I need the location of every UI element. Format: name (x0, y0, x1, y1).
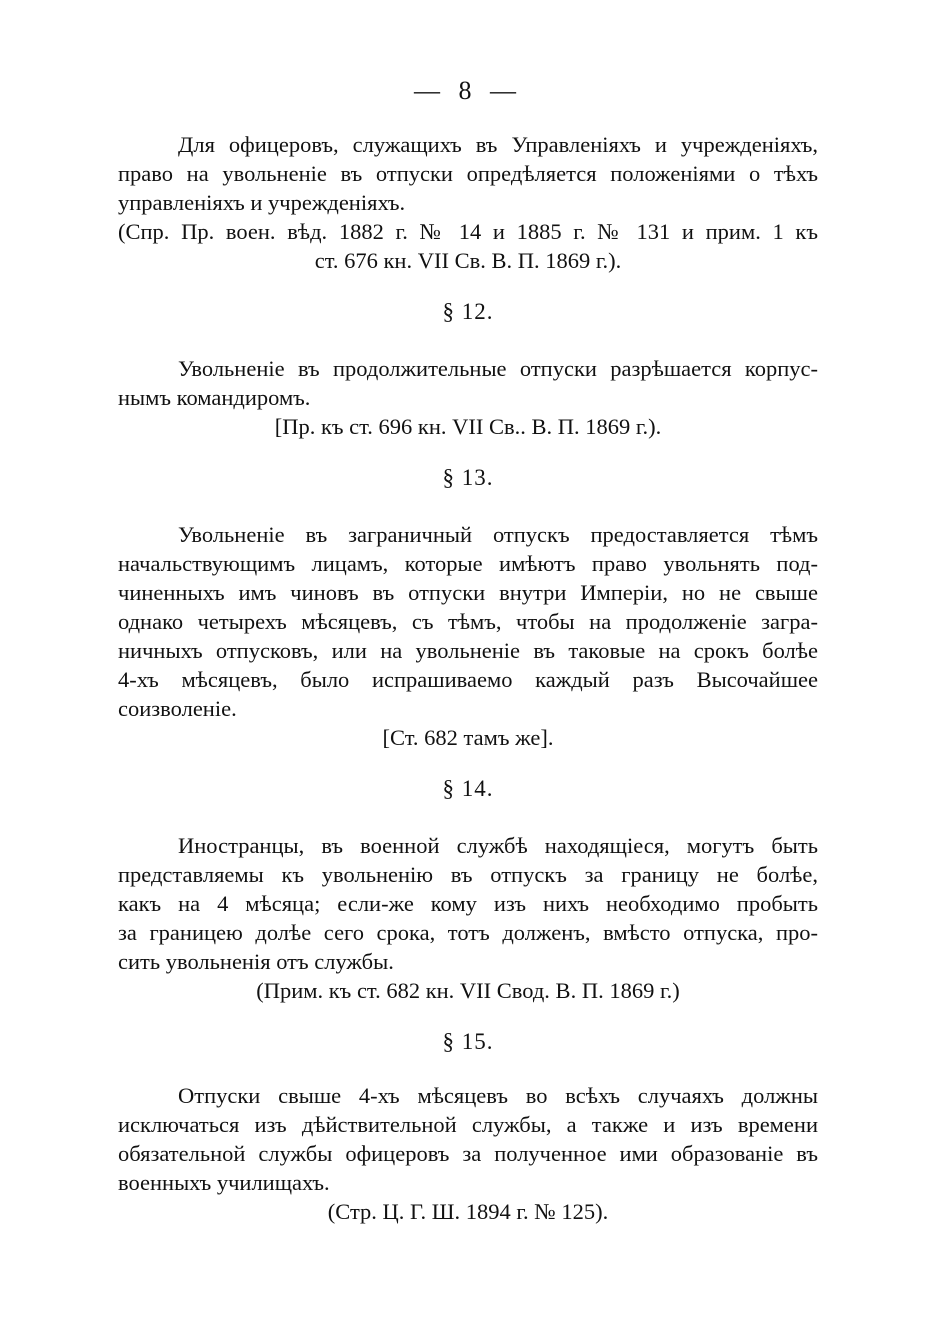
section-heading-12: § 12. (442, 299, 494, 324)
section-14-line: сить увольненія отъ службы. (118, 949, 394, 974)
section-13-line: соизволеніе. (118, 696, 237, 721)
page-number: — 8 — (414, 76, 522, 105)
section-12-line: нымъ командиромъ. (118, 385, 311, 410)
intro-citation: (Спр. Пр. воен. вѣд. 1882 г. № 14 и 1885 г. № 131 и прим. 1 къ (118, 219, 818, 244)
section-13-line: начальствующимъ лицамъ, которые имѣютъ право увольнять под- (118, 551, 818, 576)
section-12-citation: [Пр. къ ст. 696 кн. VII Св.. В. П. 1869 г.). (274, 414, 662, 439)
intro-line: Для офицеровъ, служащихъ въ Управленіяхъ и учрежденіяхъ, (178, 132, 818, 157)
intro-citation: ст. 676 кн. VII Св. В. П. 1869 г.). (314, 248, 622, 273)
section-15-citation: (Стр. Ц. Г. Ш. 1894 г. № 125). (327, 1199, 609, 1224)
section-13-line: однако четырехъ мѣсяцевъ, съ тѣмъ, чтобы на продолженіе загра- (118, 609, 818, 634)
section-heading-14: § 14. (442, 776, 494, 801)
section-12-line: Увольненіе въ продолжительные отпуски разрѣшается корпус- (178, 356, 818, 381)
section-13-citation: [Ст. 682 тамъ же]. (382, 725, 554, 750)
intro-line: управленіяхъ и учрежденіяхъ. (118, 190, 406, 215)
section-13-line: 4-хъ мѣсяцевъ, было испрашиваемо каждый разъ Высочайшее (118, 667, 818, 692)
intro-line: право на увольненіе въ отпуски опредѣляется положеніями о тѣхъ (118, 161, 818, 186)
section-heading-13: § 13. (442, 465, 494, 490)
section-14-line: представляемы къ увольненію въ отпускъ за границу не болѣе, (118, 862, 818, 887)
section-15-line: военныхъ училищахъ. (118, 1170, 330, 1195)
section-13-line: чиненныхъ имъ чиновъ въ отпуски внутри Имперіи, но не свыше (118, 580, 818, 605)
section-13-line: ничныхъ отпусковъ, или на увольненіе въ таковые на срокъ болѣе (118, 638, 818, 663)
section-15-line: Отпуски свыше 4-хъ мѣсяцевъ во всѣхъ случаяхъ должны (178, 1083, 818, 1108)
section-14-line: за границею долѣе сего срока, тотъ долженъ, вмѣсто отпуска, про- (118, 920, 818, 945)
section-14-line: Иностранцы, въ военной службѣ находящіеся, могутъ быть (178, 833, 818, 858)
section-13-line: Увольненіе въ заграничный отпускъ предоставляется тѣмъ (178, 522, 818, 547)
section-15-line: обязательной службы офицеровъ за полученное ими образованіе въ (118, 1141, 818, 1166)
section-14-citation: (Прим. къ ст. 682 кн. VII Свод. В. П. 1869 г.) (256, 978, 680, 1003)
section-15-line: исключаться изъ дѣйствительной службы, а также и изъ времени (118, 1112, 818, 1137)
section-14-line: какъ на 4 мѣсяца; если-же кому изъ нихъ необходимо пробыть (118, 891, 818, 916)
section-heading-15: § 15. (442, 1029, 494, 1054)
